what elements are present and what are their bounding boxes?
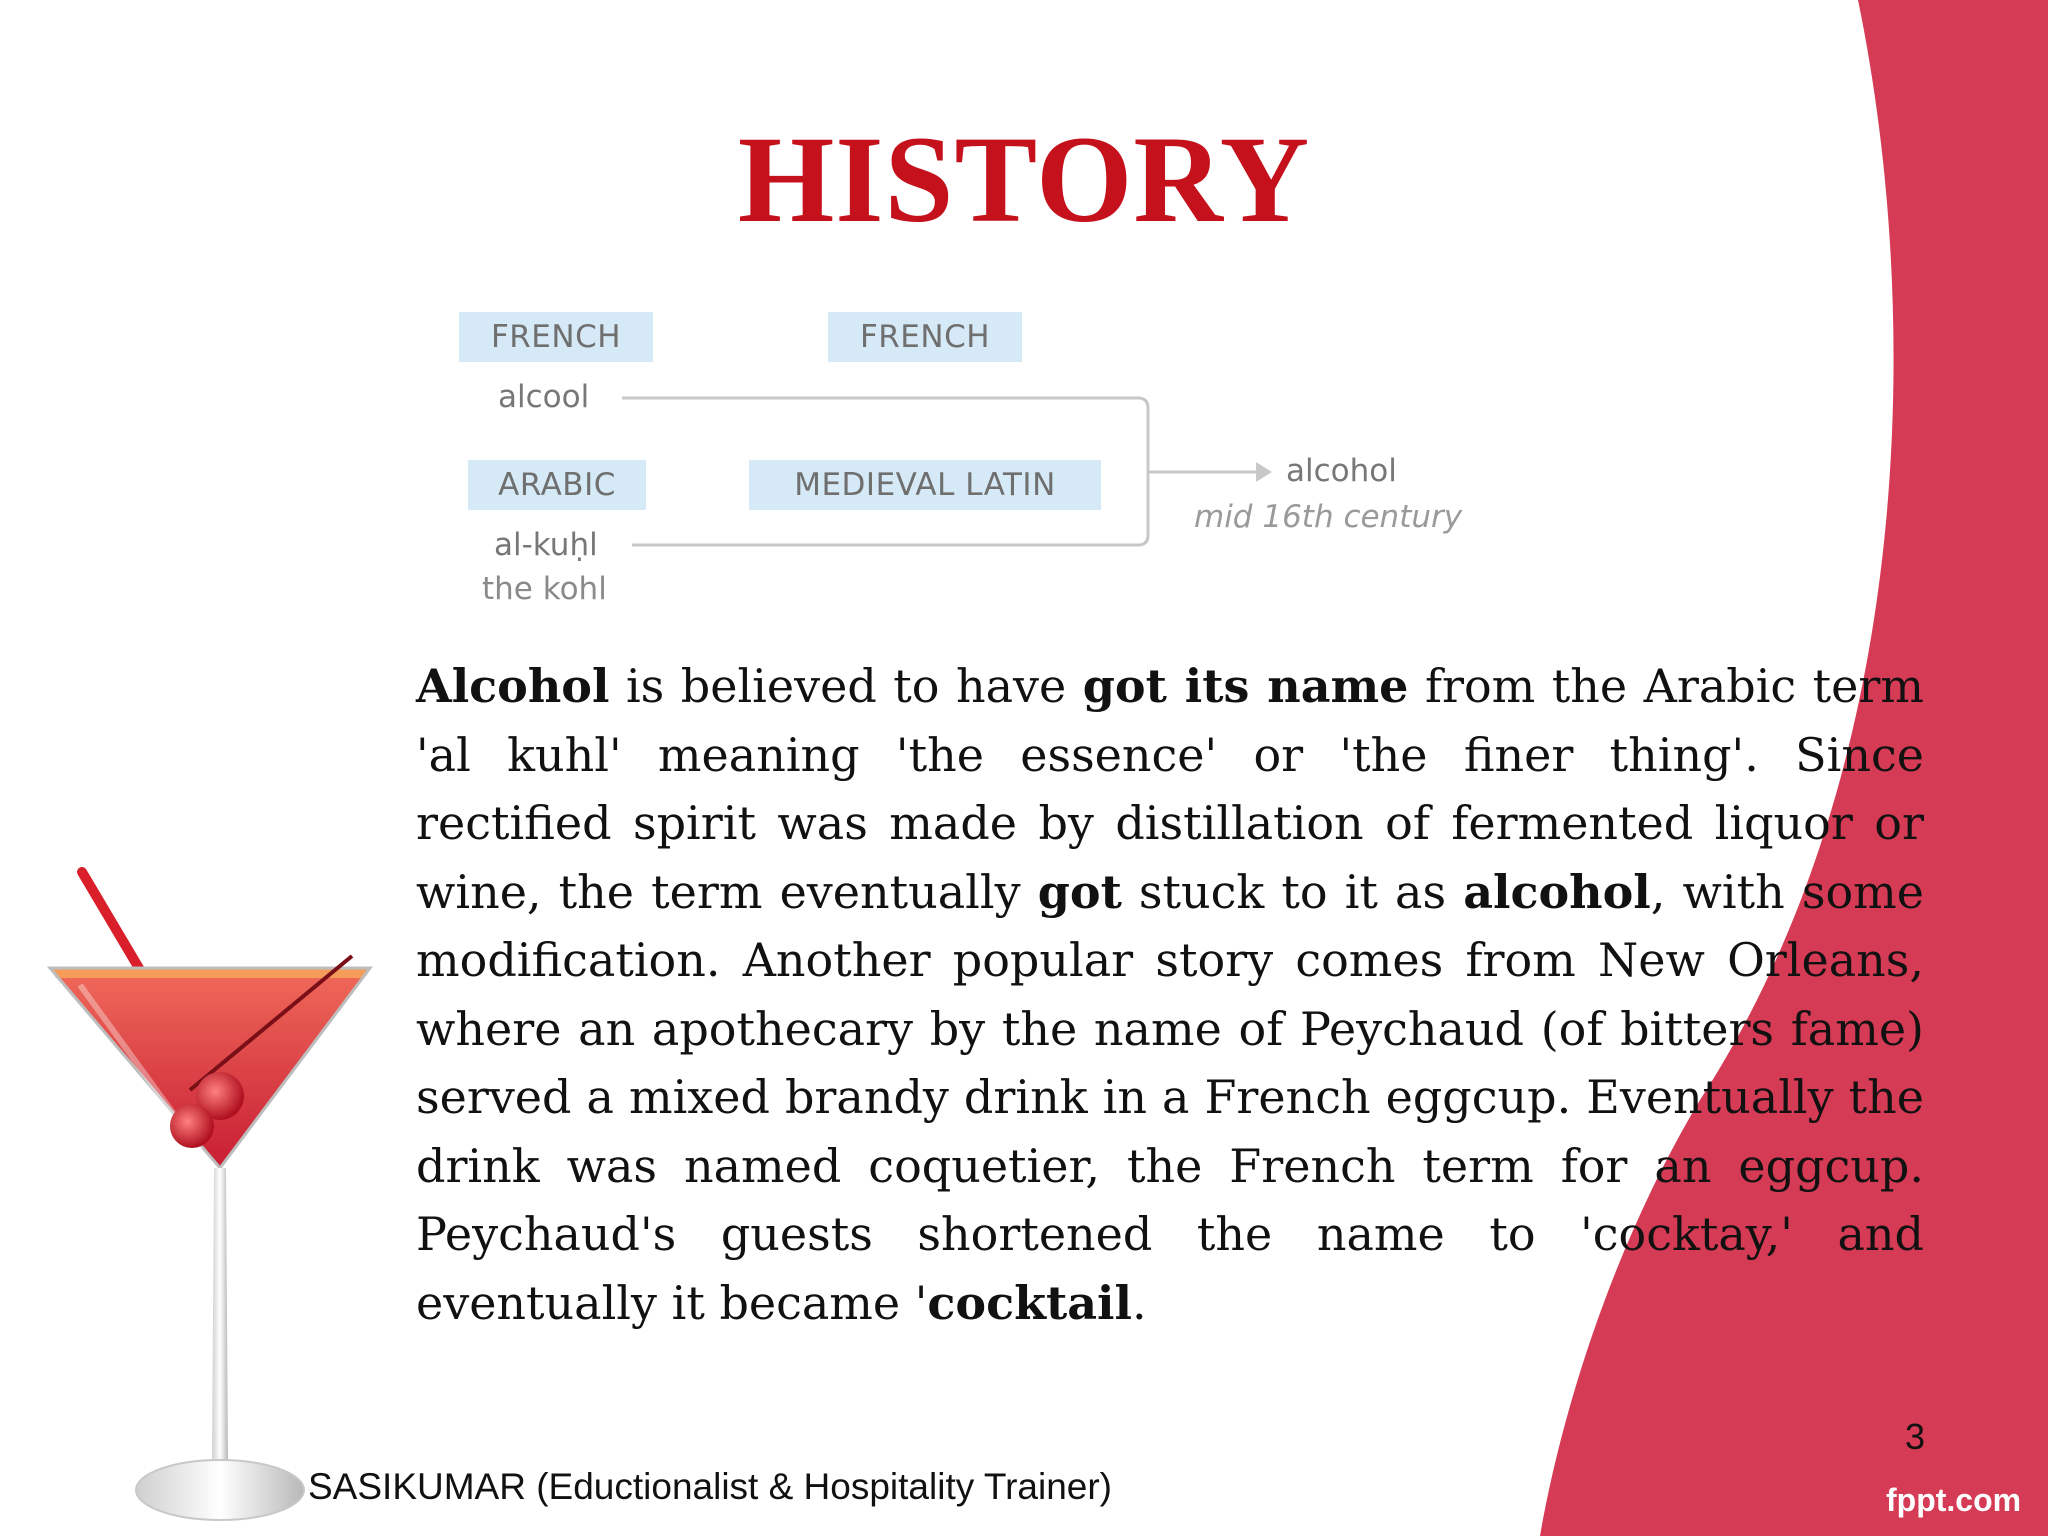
tag-french-2: FRENCH bbox=[828, 312, 1022, 362]
brand-logo: fppt.com bbox=[1886, 1482, 2022, 1518]
body-paragraph bbox=[416, 652, 1924, 1337]
tag-medieval-latin: MEDIEVAL LATIN bbox=[749, 460, 1101, 510]
bold-alcohol: Alcohol bbox=[416, 659, 610, 713]
text-segment: is believed to have bbox=[609, 659, 1083, 713]
bold-got: got bbox=[1037, 864, 1122, 919]
text-segment: . bbox=[1132, 1275, 1147, 1330]
text-segment: from the Arabic term 'al kuhl' meaning 'the essence' or 'the finer thing'. Since rectified spirit was made by distillation of fermented liquor or wine, the term eventually bbox=[416, 659, 1924, 919]
etymology-connectors bbox=[0, 0, 2048, 640]
etymology-diagram bbox=[0, 0, 2048, 640]
tag-french-1: FRENCH bbox=[459, 312, 653, 362]
footer-author: SASIKUMAR (Eductionalist & Hospitality Trainer) bbox=[308, 1466, 1112, 1507]
word-alcool: alcool bbox=[498, 379, 590, 415]
bold-got-its-name: got its name bbox=[1082, 659, 1409, 713]
bold-alcohol-2: alcohol bbox=[1463, 864, 1651, 919]
word-al-kuhl: al-kuḥl bbox=[494, 527, 598, 563]
word-the-kohl: the kohl bbox=[482, 571, 607, 607]
cocktail-glass-image bbox=[40, 850, 400, 1536]
word-century: mid 16th century bbox=[1194, 499, 1463, 535]
text-segment: , with some modification. Another popular story comes from New Orleans, where an apothecary by the name of Peychaud (of bitters fame) served a mixed brandy drink in a French eggcup. Eventually the drink was named coquetier, the French term for an eggcup. Peychaud's guests shortened the name to 'cocktay,' and eventually it became ' bbox=[416, 864, 1924, 1330]
slide-title: HISTORY bbox=[737, 111, 1311, 248]
word-alcohol: alcohol bbox=[1286, 453, 1397, 489]
tag-arabic: ARABIC bbox=[468, 460, 646, 510]
arrow-right-icon bbox=[1256, 462, 1272, 482]
text-segment: stuck to it as bbox=[1121, 864, 1464, 919]
page-number: 3 bbox=[1904, 1416, 1926, 1457]
bold-cocktail: cocktail bbox=[927, 1275, 1132, 1330]
